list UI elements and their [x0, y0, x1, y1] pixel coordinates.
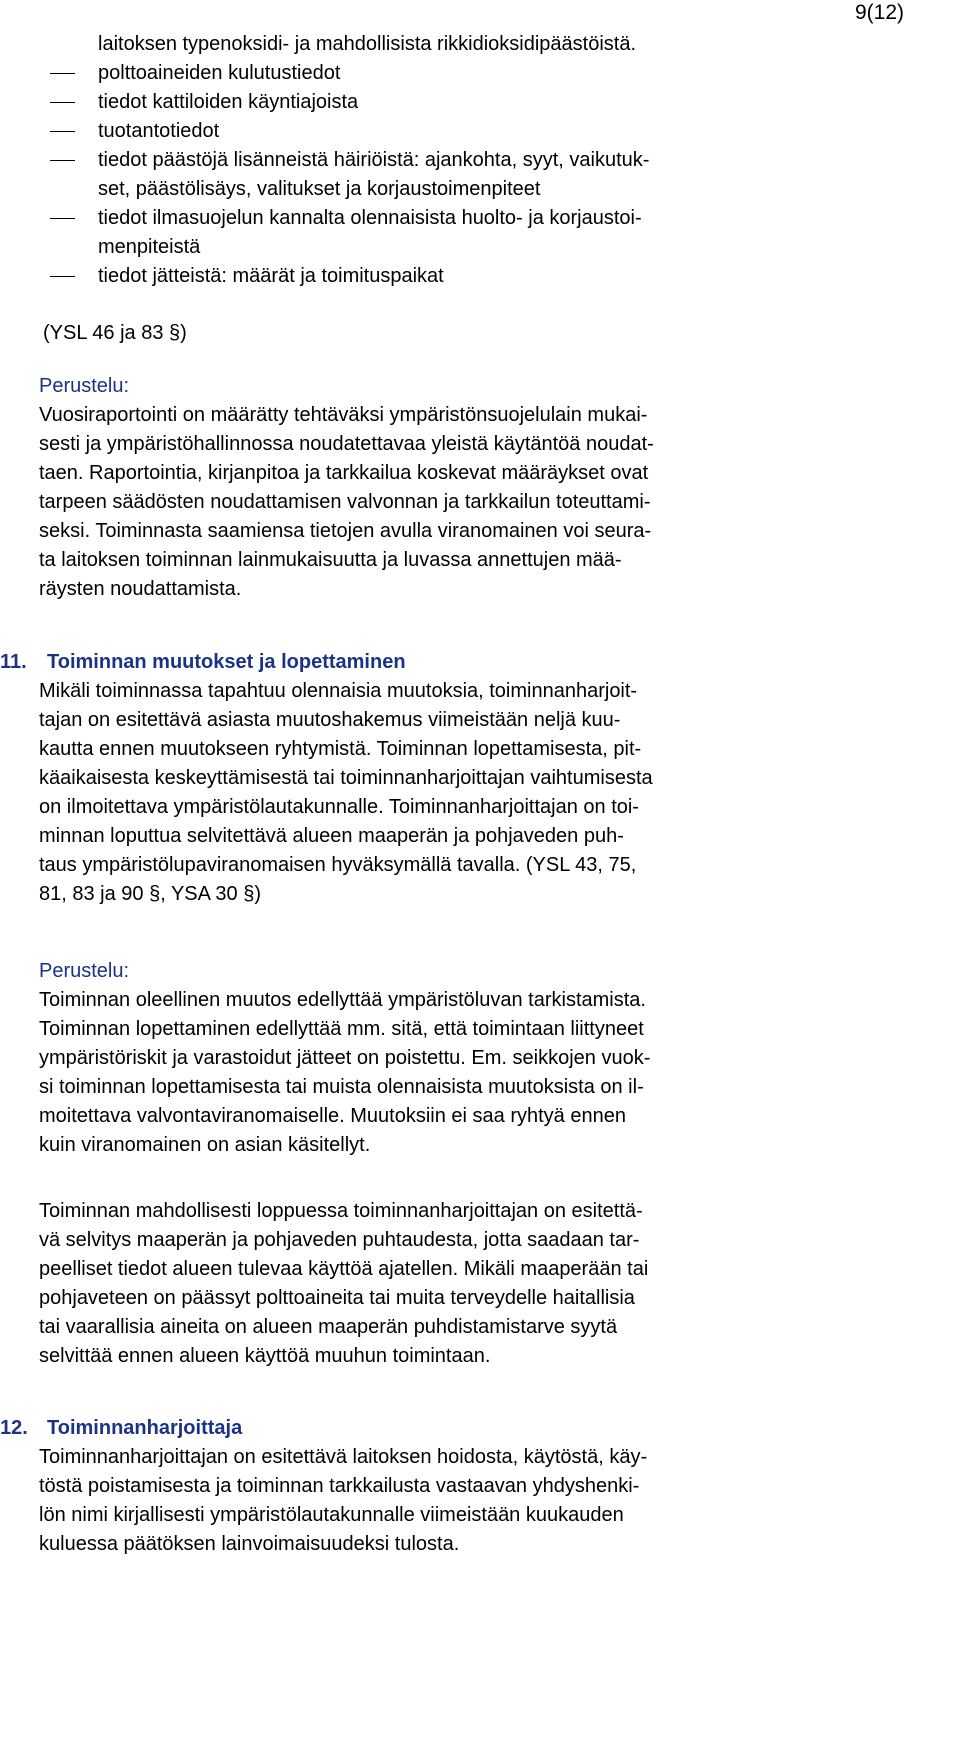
bullet-item: polttoaineiden kulutustiedot — [98, 59, 825, 88]
bullet-item: tiedot päästöjä lisänneistä häiriöistä: ajankohta, syyt, vaikutuk- — [98, 146, 825, 175]
dash-bullet-icon — [50, 131, 75, 132]
paragraph-line: tajan on esitettävä asiasta muutoshakemus viimeistään neljä kuu- — [39, 709, 621, 731]
section-heading — [0, 1414, 830, 1443]
bullet-item-continuation: set, päästölisäys, valitukset ja korjaustoimenpiteet — [98, 178, 541, 200]
dash-bullet-icon — [50, 102, 75, 103]
paragraph-line: käaikaisesta keskeyttämisestä tai toiminnanharjoittajan vaihtumisesta — [39, 767, 653, 789]
continued-line: laitoksen typenoksidi- ja mahdollisista rikkidioksidipäästöistä. — [98, 33, 637, 55]
section-title: Toiminnanharjoittaja — [47, 1417, 243, 1439]
paragraph-line: taen. Raportointia, kirjanpitoa ja tarkkailua koskevat määräykset ovat — [39, 462, 649, 484]
paragraph-line: peelliset tiedot alueen tulevaa käyttöä ajatellen. Mikäli maaperään tai — [39, 1258, 649, 1280]
paragraph-line: tarpeen säädösten noudattamisen valvonnan ja tarkkailun toteuttami- — [39, 491, 651, 513]
paragraph-line: seksi. Toiminnasta saamiensa tietojen avulla viranomainen voi seura- — [39, 520, 652, 542]
dash-bullet-icon — [50, 218, 75, 219]
section-number: 12. — [0, 1417, 28, 1439]
paragraph-line: sesti ja ympäristöhallinnossa noudatettavaa yleistä käytäntöä noudat- — [39, 433, 654, 455]
paragraph-line: selvittää ennen alueen käyttöä muuhun toimintaan. — [39, 1345, 491, 1367]
paragraph-line: Toiminnanharjoittajan on esitettävä laitoksen hoidosta, käytöstä, käy- — [39, 1446, 648, 1468]
paragraph-line: lön nimi kirjallisesti ympäristölautakunnalle viimeistään kuukauden — [39, 1504, 624, 1526]
paragraph-line: si toiminnan lopettamisesta tai muista olennaisista muutoksista on il- — [39, 1076, 644, 1098]
dash-bullet-icon — [50, 160, 75, 161]
paragraph-line: Mikäli toiminnassa tapahtuu olennaisia muutoksia, toiminnanharjoit- — [39, 680, 638, 702]
paragraph-line: taus ympäristölupaviranomaisen hyväksymällä tavalla. (YSL 43, 75, — [39, 854, 637, 876]
section-12-body — [39, 1443, 825, 1559]
section-number: 11. — [0, 651, 27, 673]
bullet-item: tiedot jätteistä: määrät ja toimituspaikat — [98, 262, 825, 291]
section-11 — [0, 648, 830, 677]
intro-reference: (YSL 46 ja 83 §) — [43, 322, 187, 344]
paragraph-line: kautta ennen muutokseen ryhtymistä. Toiminnan lopettamisesta, pit- — [39, 738, 642, 760]
perustelu-2-paragraph-2 — [39, 1197, 825, 1371]
bullet-item-continuation: menpiteistä — [98, 236, 201, 258]
paragraph-line: tai vaarallisia aineita on alueen maaperän puhdistamistarve syytä — [39, 1316, 618, 1338]
dash-bullet-icon — [50, 73, 75, 74]
paragraph-line: pohjaveteen on päässyt polttoaineita tai muita terveydelle haitallisia — [39, 1287, 635, 1309]
paragraph-line: minnan loputtua selvitettävä alueen maaperän ja pohjaveden puh- — [39, 825, 624, 847]
perustelu-1 — [39, 372, 824, 604]
perustelu-heading: Perustelu: — [39, 375, 130, 397]
bullet-item: tiedot kattiloiden käyntiajoista — [98, 88, 825, 117]
paragraph-line: kuluessa päätöksen lainvoimaisuudeksi tulosta. — [39, 1533, 460, 1555]
bullet-item: tiedot ilmasuojelun kannalta olennaisista huolto- ja korjaustoi- — [98, 204, 825, 233]
section-title: Toiminnan muutokset ja lopettaminen — [47, 651, 406, 673]
paragraph-line: vä selvitys maaperän ja pohjaveden puhtaudesta, jotta saadaan tar- — [39, 1229, 640, 1251]
paragraph-line: töstä poistamisesta ja toiminnan tarkkailusta vastaavan yhdyshenki- — [39, 1475, 640, 1497]
perustelu-heading: Perustelu: — [39, 960, 130, 982]
paragraph-line: räysten noudattamista. — [39, 578, 242, 600]
paragraph-line: ta laitoksen toiminnan lainmukaisuutta ja luvassa annettujen mää- — [39, 549, 622, 571]
intro-list — [98, 30, 825, 291]
page-number: 9(12) — [855, 1, 905, 24]
paragraph-line: kuin viranomainen on asian käsitellyt. — [39, 1134, 371, 1156]
paragraph-line: Toiminnan lopettaminen edellyttää mm. sitä, että toimintaan liittyneet — [39, 1018, 644, 1040]
paragraph-line: Toiminnan oleellinen muutos edellyttää ympäristöluvan tarkistamista. — [39, 989, 646, 1011]
paragraph-line: on ilmoitettava ympäristölautakunnalle. Toiminnanharjoittajan on toi- — [39, 796, 639, 818]
section-11-body — [39, 677, 825, 909]
paragraph-line: ympäristöriskit ja varastoidut jätteet on poistettu. Em. seikkojen vuok- — [39, 1047, 651, 1069]
paragraph-line: Toiminnan mahdollisesti loppuessa toiminnanharjoittajan on esitettä- — [39, 1200, 643, 1222]
section-heading — [0, 648, 830, 677]
section-12 — [0, 1414, 830, 1443]
bullet-item: tuotantotiedot — [98, 117, 825, 146]
dash-bullet-icon — [50, 276, 75, 277]
perustelu-2 — [39, 957, 825, 1160]
paragraph-line: 81, 83 ja 90 §, YSA 30 §) — [39, 883, 262, 905]
paragraph-line: Vuosiraportointi on määrätty tehtäväksi ympäristönsuojelulain mukai- — [39, 404, 648, 426]
paragraph-line: moitettava valvontaviranomaiselle. Muutoksiin ei saa ryhtyä ennen — [39, 1105, 626, 1127]
